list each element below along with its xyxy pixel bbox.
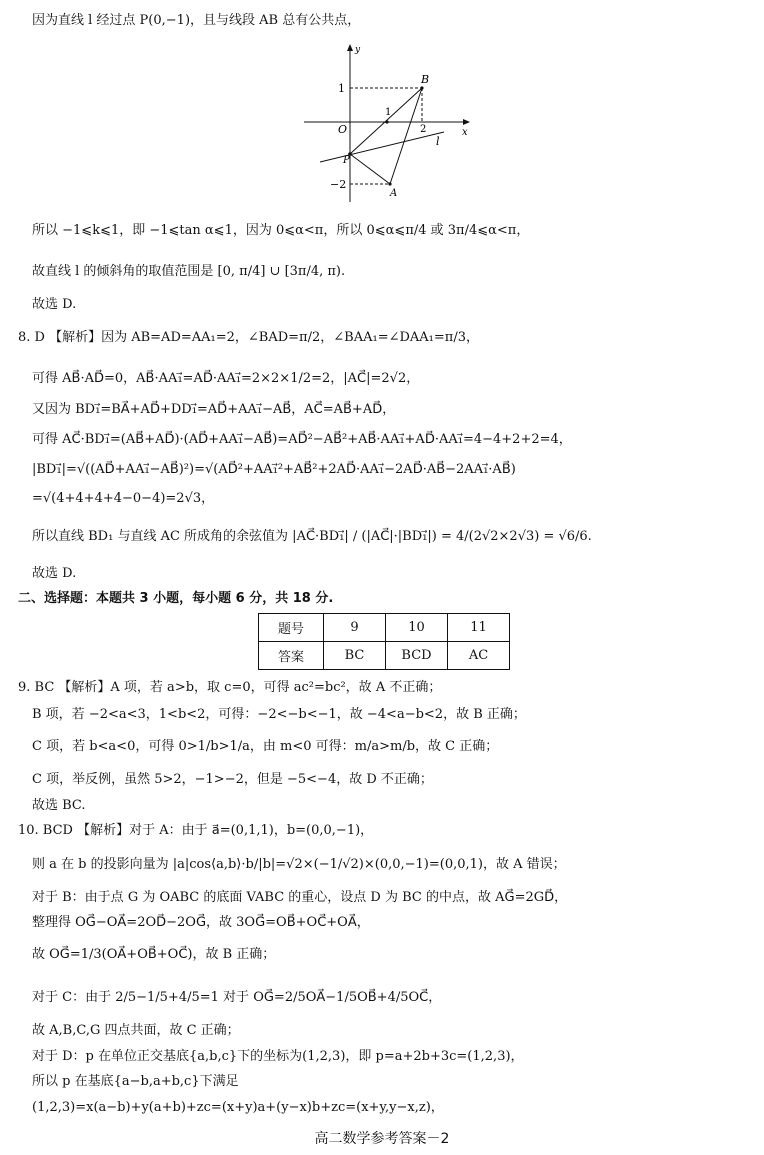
fig-label-origin: O xyxy=(338,123,348,136)
fig-label-one-y: 1 xyxy=(338,82,345,95)
q8-line-5: =√(4+4+4+4−0−4)=2√3， xyxy=(32,491,215,506)
q8-line-7: 故选 D. xyxy=(32,566,77,581)
q10-line-8: 所以 p 在基底{a−b,a+b,c}下满足 xyxy=(32,1074,239,1089)
table-cell: 11 xyxy=(448,614,510,642)
q9-header: 9. BC 【解析】A 项，若 a>b，取 c=0，可得 ac²=bc²，故 A 不正确； xyxy=(18,680,442,695)
q8-line-6: 所以直线 BD₁ 与直线 AC 所成角的余弦值为 |AC⃗·BD₁⃗| / (|AC⃗|·|BD₁⃗|) = 4/(2√2×2√3) = √6/6. xyxy=(32,529,592,544)
table-cell: 9 xyxy=(324,614,386,642)
q9-line-4: 故选 BC. xyxy=(32,798,86,813)
q9-line-2: C 项，若 b<a<0，可得 0>1/b>1/a，由 m<0 可得：m/a>m/b，故 C 正确； xyxy=(32,739,499,754)
fig-label-neg-two: −2 xyxy=(330,178,347,191)
fig-label-y: y xyxy=(355,45,361,55)
q10-line-5: 对于 C：由于 2/5−1/5+4/5=1 对于 OG⃗=2/5OA⃗−1/5OB⃗+4/5OC⃗， xyxy=(32,990,442,1005)
q8-line-3: 可得 AC⃗·BD₁⃗=(AB⃗+AD⃗)·(AD⃗+AA₁⃗−AB⃗)=AD⃗²−AB⃗²+AB⃗·AA₁⃗+AD⃗·AA₁⃗=4−4+2+2=4， xyxy=(32,432,572,447)
fig-label-B: B xyxy=(421,73,430,86)
text-line-2: 所以 −1⩽k⩽1，即 −1⩽tan α⩽1，因为 0⩽α<π，所以 0⩽α⩽π/4 或 3π/4⩽α<π， xyxy=(32,223,530,238)
q10-line-3: 整理得 OG⃗−OA⃗=2OD⃗−2OG⃗，故 3OG⃗=OB⃗+OC⃗+OA⃗， xyxy=(32,915,370,930)
table-row xyxy=(259,642,510,670)
text-line-1: 因为直线 l 经过点 P(0,−1)，且与线段 AB 总有公共点， xyxy=(32,13,361,28)
table-cell: 10 xyxy=(386,614,448,642)
fig-label-two-x: 2 xyxy=(420,124,427,135)
table-cell: AC xyxy=(448,642,510,670)
table-cell: BC xyxy=(324,642,386,670)
table-cell: BCD xyxy=(386,642,448,670)
table-cell: 答案 xyxy=(259,642,324,670)
q10-line-1: 则 a 在 b 的投影向量为 |a|cos⟨a,b⟩·b/|b|=√2×(−1/√2)×(0,0,−1)=(0,0,1)，故 A 错误； xyxy=(32,857,566,872)
q9-line-3: C 项，举反例，虽然 5>2，−1>−2，但是 −5<−4，故 D 不正确； xyxy=(32,772,433,787)
page-footer: 高二数学参考答案－2 xyxy=(314,1131,450,1147)
table-row xyxy=(259,614,510,642)
q8-line-1: 可得 AB⃗·AD⃗=0，AB⃗·AA₁⃗=AD⃗·AA₁⃗=2×2×1/2=2，|AC⃗|=2√2， xyxy=(32,371,420,386)
q10-header: 10. BCD 【解析】对于 A：由于 a⃗=(0,1,1)，b=(0,0,−1)， xyxy=(18,823,374,838)
q10-line-4: 故 OG⃗=1/3(OA⃗+OB⃗+OC⃗)，故 B 正确； xyxy=(32,947,276,962)
fig-label-A: A xyxy=(390,188,398,199)
fig-label-one-x: 1 xyxy=(385,107,392,118)
q10-line-2: 对于 B：由于点 G 为 OABC 的底面 VABC 的重心，设点 D 为 BC 的中点，故 AG⃗=2GD⃗， xyxy=(32,890,568,905)
q8-line-4: |BD₁⃗|=√((AD⃗+AA₁⃗−AB⃗)²)=√(AD⃗²+AA₁⃗²+AB⃗²+2AD⃗·AA₁⃗−2AD⃗·AB⃗−2AA₁⃗·AB⃗) xyxy=(32,462,516,477)
q8-line-2: 又因为 BD₁⃗=BA⃗+AD⃗+DD₁⃗=AD⃗+AA₁⃗−AB⃗，AC⃗=AB⃗+AD⃗， xyxy=(32,402,396,417)
answer-table xyxy=(258,613,510,670)
q10-line-6: 故 A,B,C,G 四点共面，故 C 正确； xyxy=(32,1023,240,1038)
q10-line-9: (1,2,3)=x(a−b)+y(a+b)+zc=(x+y)a+(y−x)b+zc=(x+y,y−x,z)， xyxy=(32,1100,444,1115)
section-heading: 二、选择题：本题共 3 小题，每小题 6 分，共 18 分. xyxy=(18,591,334,606)
fig-label-x: x xyxy=(462,127,468,138)
q9-line-1: B 项，若 −2<a<3，1<b<2，可得：−2<−b<−1，故 −4<a−b<2，故 B 正确； xyxy=(32,707,526,722)
q10-line-7: 对于 D：p 在单位正交基底{a,b,c}下的坐标为(1,2,3)，即 p=a+2b+3c=(1,2,3)， xyxy=(32,1049,524,1064)
text-line-4: 故选 D. xyxy=(32,297,77,312)
fig-label-P: P xyxy=(343,155,350,166)
text-line-3: 故直线 l 的倾斜角的取值范围是 [0, π/4] ∪ [3π/4, π). xyxy=(32,264,346,279)
coordinate-figure xyxy=(298,42,478,212)
table-cell: 题号 xyxy=(259,614,324,642)
fig-label-l: l xyxy=(436,135,440,148)
q8-header: 8. D 【解析】因为 AB=AD=AA₁=2，∠BAD=π/2，∠BAA₁=∠DAA₁=π/3， xyxy=(18,330,479,345)
